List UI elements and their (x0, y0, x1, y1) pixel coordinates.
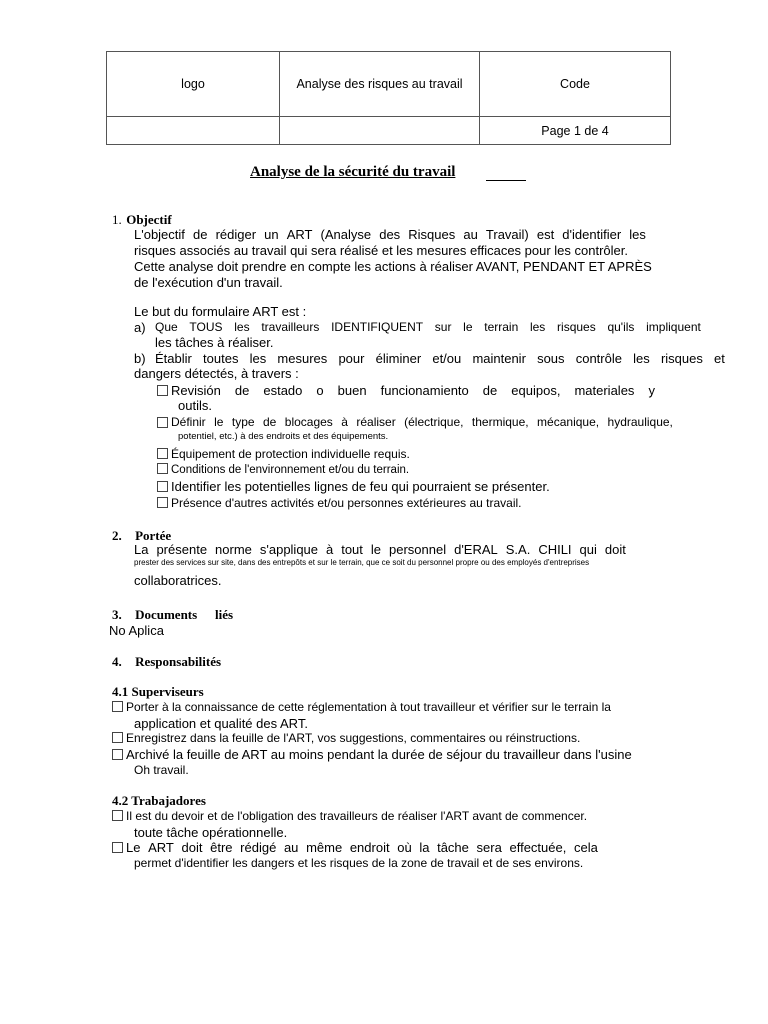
bullet-box-icon (112, 701, 123, 712)
scope-line-3: collaboratrices. (134, 573, 222, 588)
supervisor-item-3-line-2: Oh travail. (134, 763, 189, 777)
sub-item-6-text: Présence d'autres activités et/ou personnes extérieures au travail. (171, 496, 522, 510)
item-b-marker: b) (134, 351, 146, 366)
word: materiales (574, 383, 635, 398)
word: contrôle (575, 351, 622, 366)
word: equipos, (511, 383, 561, 398)
art-purpose-lead: Le but du formulaire ART est : (134, 304, 307, 319)
sub-item-2 (157, 415, 673, 429)
supervisor-item-3-line-1: Archivé la feuille de ART au moins pendant la durée de séjour du travailleur dans l'usine (126, 747, 632, 762)
word: d'ERAL (454, 542, 498, 557)
sub-item-1-line-2: outils. (178, 398, 212, 413)
word: réaliser (356, 415, 396, 429)
objective-line-1 (134, 227, 646, 242)
word: rédigé (240, 840, 277, 855)
bullet-box-icon (157, 385, 168, 396)
sub-item-3 (157, 447, 410, 461)
item-a-line-2: les tâches à réaliser. (155, 335, 274, 350)
word: risques (557, 320, 596, 334)
section-4-title: Responsabilités (135, 654, 222, 669)
worker-item-2-line-2: permet d'identifier les dangers et les risques de la zone de travail et de ses environs. (134, 856, 584, 870)
word: (Analyse (320, 227, 372, 242)
word: sur (434, 320, 452, 334)
documents-body: No Aplica (109, 623, 164, 638)
word: éliminer (375, 351, 422, 366)
scope-line-1 (134, 542, 626, 557)
item-b-line-2: dangers détectés, à travers : (134, 366, 299, 381)
word: tout (341, 542, 363, 557)
word: Risques (408, 227, 456, 242)
bullet-box-icon (157, 481, 168, 492)
sub-item-4 (157, 463, 409, 476)
section-3-number: 3. (112, 607, 122, 622)
logo-cell: logo (107, 52, 280, 117)
item-b-line-1 (155, 351, 725, 366)
word: des (379, 227, 401, 242)
bullet-box-icon (112, 749, 123, 760)
word: mesures (277, 351, 328, 366)
worker-item-1-line-1: Il est du devoir et de l'obligation des travailleurs de réaliser l'ART avant de commencer. (126, 809, 588, 823)
word: à (341, 415, 348, 429)
word: de (234, 383, 250, 398)
bullet-box-icon (157, 497, 168, 508)
word: tâche (437, 840, 469, 855)
section-3-heading (112, 606, 233, 624)
objective-line-4: de l'exécution d'un travail. (134, 275, 283, 290)
word: Établir (155, 351, 192, 366)
word: les (249, 351, 267, 366)
supervisor-item-1 (112, 700, 611, 714)
word: buen (337, 383, 367, 398)
word: la (419, 840, 430, 855)
sub-item-1-line-1 (171, 383, 655, 398)
word: les (629, 227, 646, 242)
word: les (234, 320, 250, 334)
word: personnel (389, 542, 447, 557)
word: estado (263, 383, 303, 398)
word: risques (660, 351, 703, 366)
section-3-title-word-1: Documents (135, 607, 198, 622)
word: un (264, 227, 279, 242)
word: (électrique, (404, 415, 464, 429)
word: présente (156, 542, 208, 557)
word: thermique, (471, 415, 529, 429)
page-number-cell: Page 1 de 4 (480, 117, 671, 145)
word: Que (155, 320, 178, 334)
word: d'identifier (562, 227, 622, 242)
word: Définir (171, 415, 206, 429)
word: effectuée, (509, 840, 567, 855)
word: norme (215, 542, 252, 557)
word: rédiger (215, 227, 257, 242)
word: travailleurs (261, 320, 320, 334)
word: endroit (349, 840, 390, 855)
word: toutes (203, 351, 239, 366)
sub-item-3-text: Équipement de protection individuelle requis. (171, 447, 410, 461)
word: qui (579, 542, 597, 557)
sub-item-6 (157, 496, 521, 510)
sub-item-4-text: Conditions de l'environnement et/ou du terrain. (171, 464, 410, 476)
word: y (648, 383, 655, 398)
sub-item-2-line-2: potentiel, etc.) à des endroits et des équipements. (178, 431, 389, 442)
word: o (316, 383, 324, 398)
word: de (193, 227, 208, 242)
worker-item-2 (112, 840, 598, 855)
sub-item-2-line-1 (171, 415, 673, 429)
word: blocages (284, 415, 333, 429)
document-header-table (106, 51, 671, 145)
empty-cell-1 (107, 117, 280, 145)
bullet-box-icon (157, 417, 168, 428)
word: et/ou (432, 351, 462, 366)
word: ART (286, 227, 313, 242)
word: pour (338, 351, 365, 366)
word: Travail) (485, 227, 529, 242)
word: maintenir (472, 351, 526, 366)
word: La (134, 542, 149, 557)
word: être (210, 840, 233, 855)
word: où (397, 840, 412, 855)
bullet-box-icon (157, 463, 168, 474)
supervisor-item-1-line-1: Porter à la connaissance de cette réglementation à tout travailleur et vérifier sur le terrain la (126, 700, 611, 714)
word: mécanique, (537, 415, 600, 429)
word: CHILI (538, 542, 572, 557)
word: de (262, 415, 277, 429)
word: S.A. (505, 542, 531, 557)
bullet-box-icon (112, 842, 123, 853)
word: le (370, 542, 382, 557)
word: sera (476, 840, 502, 855)
word: s'applique (259, 542, 319, 557)
word: à (326, 542, 334, 557)
word: même (306, 840, 343, 855)
word: Le (126, 840, 141, 855)
word: ART (148, 840, 174, 855)
word: cela (574, 840, 598, 855)
section-2-number: 2. (112, 528, 122, 543)
worker-item-1 (112, 809, 587, 823)
word: hydraulique, (607, 415, 673, 429)
supervisor-item-2-text: Enregistrez dans la feuille de l'ART, vos suggestions, commentaires ou réinstructions. (126, 731, 581, 745)
word: le (463, 320, 473, 334)
word: et (714, 351, 725, 366)
worker-item-1-line-2: toute tâche opérationnelle. (134, 825, 288, 840)
worker-item-2-line-1 (126, 840, 598, 855)
word: doit (181, 840, 203, 855)
word: funcionamiento (380, 383, 469, 398)
page-title: Analyse de la sécurité du travail (250, 164, 456, 180)
subsection-4-1-heading: 4.1 Superviseurs (112, 684, 204, 699)
section-1-title: Objectif (126, 212, 172, 227)
code-cell: Code (480, 52, 671, 117)
scope-line-2: prester des services sur site, dans des entrepôts et sur le terrain, que ce soit du personnel propre ou des employés d'entreprises (134, 558, 590, 567)
word: le (214, 415, 224, 429)
item-a-marker: a) (134, 320, 146, 335)
word: les (633, 351, 650, 366)
title-underline-extension (486, 180, 526, 181)
word: de (482, 383, 498, 398)
subsection-4-2-heading: 4.2 Trabajadores (112, 793, 206, 808)
word: au (463, 227, 478, 242)
section-2-title: Portée (135, 528, 172, 543)
section-4-number: 4. (112, 654, 122, 669)
word: L'objectif (134, 227, 185, 242)
word: terrain (484, 320, 519, 334)
word: au (283, 840, 299, 855)
word: sous (537, 351, 565, 366)
supervisor-item-2 (112, 731, 580, 745)
bullet-box-icon (157, 448, 168, 459)
word: impliquent (646, 320, 701, 334)
sub-item-5 (157, 479, 550, 494)
section-3-title-word-2: liés (214, 607, 234, 622)
word: Revisión (171, 383, 221, 398)
section-4-heading (112, 653, 221, 671)
supervisor-item-1-line-2: application et qualité des ART. (134, 716, 308, 731)
empty-cell-2 (280, 117, 480, 145)
word: TOUS (189, 320, 223, 334)
word: type (231, 415, 255, 429)
bullet-box-icon (112, 732, 123, 743)
objective-line-3: Cette analyse doit prendre en compte les actions à réaliser AVANT, PENDANT ET APRÈS (134, 259, 652, 274)
sub-item-1 (157, 383, 655, 398)
word: les (529, 320, 546, 334)
word: doit (604, 542, 626, 557)
bullet-box-icon (112, 810, 123, 821)
word: IDENTIFIQUENT (331, 320, 424, 334)
document-title-cell: Analyse des risques au travail (280, 52, 480, 117)
word: qu'ils (607, 320, 635, 334)
supervisor-item-3 (112, 747, 632, 762)
objective-line-2: risques associés au travail qui sera réalisé et les mesures efficaces pour les contrôler. (134, 243, 628, 258)
item-a-line-1 (155, 320, 701, 334)
section-1-number: 1. (112, 212, 122, 227)
word: est (536, 227, 555, 242)
sub-item-5-text: Identifier les potentielles lignes de feu qui pourraient se présenter. (171, 479, 550, 494)
